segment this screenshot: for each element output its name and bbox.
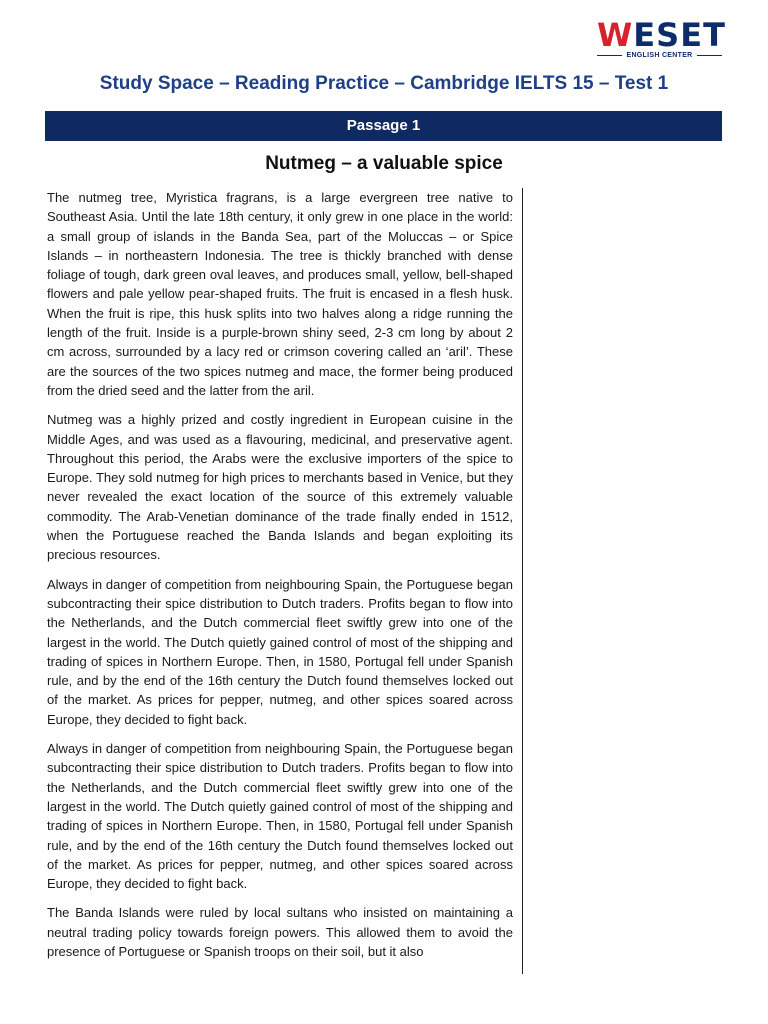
logo-subtitle: ENGLISH CENTER: [626, 52, 693, 59]
logo-rule-right: [697, 55, 722, 56]
passage-body: [47, 188, 513, 978]
passage-label: Passage 1: [346, 117, 421, 134]
passage-title: Nutmeg – a valuable spice: [265, 153, 503, 174]
logo-wordmark: [597, 18, 726, 52]
passage-paragraph: Nutmeg was a highly prized and costly ingredient in European cuisine in the Middle Ages, and was used as a flavouring, medicinal, and preservative agent. Throughout this period, the Arabs were the exclusive importers of the spice to Europe. They sold nutmeg for high prices to merchants based in Venice, but they never revealed the exact location of the source of this extremely valuable commodity. The Arab-Venetian dominance of the trade finally ended in 1512, when the Portuguese reached the Banda Islands and began exploiting its precious resources.: [47, 412, 513, 563]
logo-letter-w: W: [597, 16, 634, 54]
logo-letters-rest: ESET: [633, 16, 726, 54]
logo-subtitle-row: [597, 52, 722, 59]
passage-paragraph: Always in danger of competition from neighbouring Spain, the Portuguese began subcontracting their spice distribution to Dutch traders. Profits began to flow into the Netherlands, and the Dutch commercial fleet swiftly grew into one of the largest in the world. The Dutch quietly gained control of most of the shipping and trading of spices in Northern Europe. Then, in 1580, Portugal fell under Spanish rule, and by the end of the 16th century the Dutch found themselves locked out of the market. As prices for pepper, nutmeg, and other spices soared across Europe, they decided to fight back.: [47, 741, 513, 892]
passage-paragraph: The nutmeg tree, Myristica fragrans, is a large evergreen tree native to Southeast Asia. Until the late 18th century, it only grew in one place in the world: a small group of islands in the Banda Sea, part of the Moluccas – or Spice Islands – in northeastern Indonesia. The tree is thickly branched with dense foliage of tough, dark green oval leaves, and produces small, yellow, bell-shaped flowers and pale yellow pear-shaped fruits. The fruit is encased in a flesh husk. When the fruit is ripe, this husk splits into two halves along a ridge running the length of the fruit. Inside is a purple-brown shiny seed, 2-3 cm long by about 2 cm across, surrounded by a lacy red or crimson covering called an ‘aril’. These are the sources of the two spices nutmeg and mace, the former being produced from the dried seed and the latter from the aril.: [47, 190, 513, 398]
column-divider: [522, 188, 523, 974]
passage-label-bar: [45, 111, 722, 141]
weset-logo: [597, 16, 726, 62]
passage-paragraph: The Banda Islands were ruled by local sultans who insisted on maintaining a neutral trading policy towards foreign powers. This allowed them to avoid the presence of Portuguese or Spanish troops on their soil, but it also: [47, 905, 513, 959]
page-title: Study Space – Reading Practice – Cambridge IELTS 15 – Test 1: [99, 73, 669, 94]
passage-paragraph: Always in danger of competition from neighbouring Spain, the Portuguese began subcontracting their spice distribution to Dutch traders. Profits began to flow into the Netherlands, and the Dutch commercial fleet swiftly grew into one of the largest in the world. The Dutch quietly gained control of most of the shipping and trading of spices in Northern Europe. Then, in 1580, Portugal fell under Spanish rule, and by the end of the 16th century the Dutch found themselves locked out of the market. As prices for pepper, nutmeg, and other spices soared across Europe, they decided to fight back.: [47, 576, 513, 727]
logo-rule-left: [597, 55, 622, 56]
